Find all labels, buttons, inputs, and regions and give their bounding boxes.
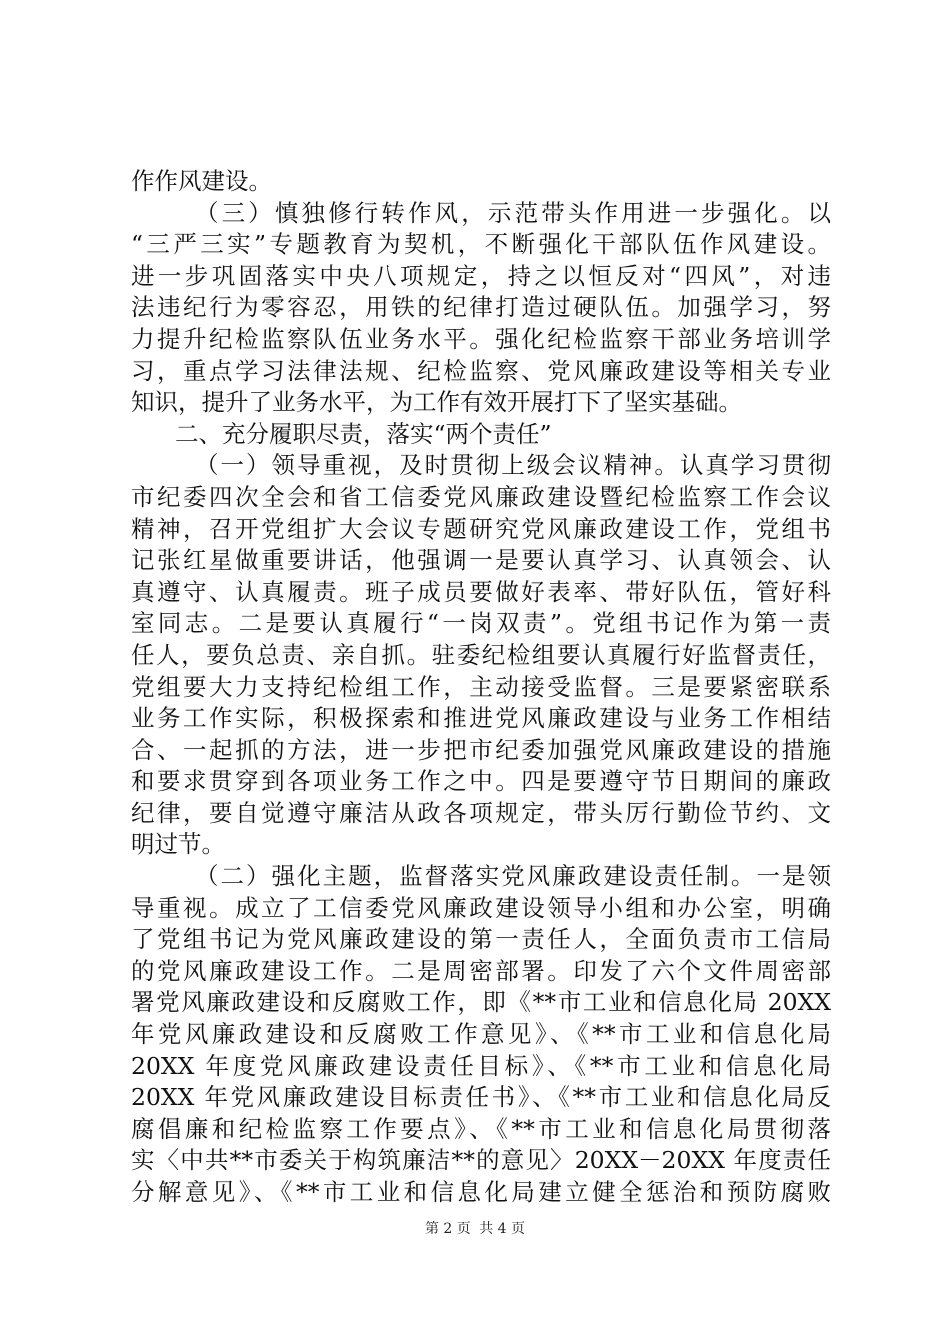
text-line: 分解意见》、《**市工业和信息化局建立健全惩治和预防腐败	[131, 1178, 831, 1206]
text-line: 习，重点学习法律法规、纪检监察、党风廉政建设等相关专业	[131, 356, 831, 385]
section-heading: 二、充分履职尽责，落实“两个责任”	[175, 419, 552, 448]
text-line: 腐倡廉和纪检监察工作要点》、《**市工业和信息化局贯彻落	[131, 1114, 831, 1143]
text-line: 了党组书记为党风廉政建设的第一责任人，全面负责市工信局	[131, 925, 831, 954]
page-total: 共 4 页	[479, 1221, 526, 1237]
text-line: （二）强化主题，监督落实党风廉政建设责任制。一是领	[195, 862, 831, 891]
text-line: （一）领导重视，及时贯彻上级会议精神。认真学习贯彻	[195, 451, 831, 480]
text-line: “三严三实”专题教育为契机，不断强化干部队伍作风建设。	[131, 230, 831, 259]
text-line: 任人，要负总责、亲自抓。驻委纪检组要认真履行好监督责任，	[131, 640, 831, 669]
text-line: 年党风廉政建设和反腐败工作意见》、《**市工业和信息化局	[131, 1020, 831, 1049]
text-line: 业务工作实际，积极探索和推进党风廉政建设与业务工作相结	[131, 704, 831, 733]
text-line: （三）慎独修行转作风，示范带头作用进一步强化。以	[195, 198, 831, 227]
text-line: 进一步巩固落实中央八项规定，持之以恒反对“四风”，对违	[131, 261, 831, 290]
text-line: 党组要大力支持纪检组工作，主动接受监督。三是要紧密联系	[131, 672, 831, 701]
text-line: 实〈中共**市委关于构筑廉洁**的意见〉20XX－20XX 年度责任	[131, 1146, 831, 1175]
text-line: 作作风建设。	[131, 167, 272, 195]
text-line: 记张红星做重要讲话，他强调一是要认真学习、认真领会、认	[131, 546, 831, 575]
page-footer	[0, 1218, 950, 1238]
text-line: 20XX 年党风廉政建设目标责任书》、《**市工业和信息化局反	[131, 1083, 831, 1112]
text-line: 的党风廉政建设工作。二是周密部署。印发了六个文件周密部	[131, 956, 831, 985]
text-line: 纪律，要自觉遵守廉洁从政各项规定，带头厉行勤俭节约、文	[131, 798, 831, 827]
text-line: 署党风廉政建设和反腐败工作，即《**市工业和信息化局 20XX	[131, 988, 831, 1017]
text-line: 力提升纪检监察队伍业务水平。强化纪检监察干部业务培训学	[131, 324, 831, 353]
text-line: 和要求贯穿到各项业务工作之中。四是要遵守节日期间的廉政	[131, 767, 831, 796]
text-line: 导重视。成立了工信委党风廉政建设领导小组和办公室，明确	[131, 893, 831, 922]
text-line: 真遵守、认真履责。班子成员要做好表率、带好队伍，管好科	[131, 577, 831, 606]
text-line: 明过节。	[131, 830, 225, 859]
text-line: 合、一起抓的方法，进一步把市纪委加强党风廉政建设的措施	[131, 735, 831, 764]
text-line: 精神，召开党组扩大会议专题研究党风廉政建设工作，党组书	[131, 514, 831, 543]
text-line: 市纪委四次全会和省工信委党风廉政建设暨纪检监察工作会议	[131, 482, 831, 511]
text-line: 法违纪行为零容忍，用铁的纪律打造过硬队伍。加强学习，努	[131, 293, 831, 322]
page-number: 第 2 页	[424, 1221, 471, 1237]
text-line: 20XX 年度党风廉政建设责任目标》、《**市工业和信息化局	[131, 1051, 831, 1080]
text-line: 知识，提升了业务水平，为工作有效开展打下了坚实基础。	[131, 388, 742, 417]
document-body	[131, 166, 831, 1209]
text-line: 室同志。二是要认真履行“一岗双责”。党组书记作为第一责	[131, 609, 831, 638]
